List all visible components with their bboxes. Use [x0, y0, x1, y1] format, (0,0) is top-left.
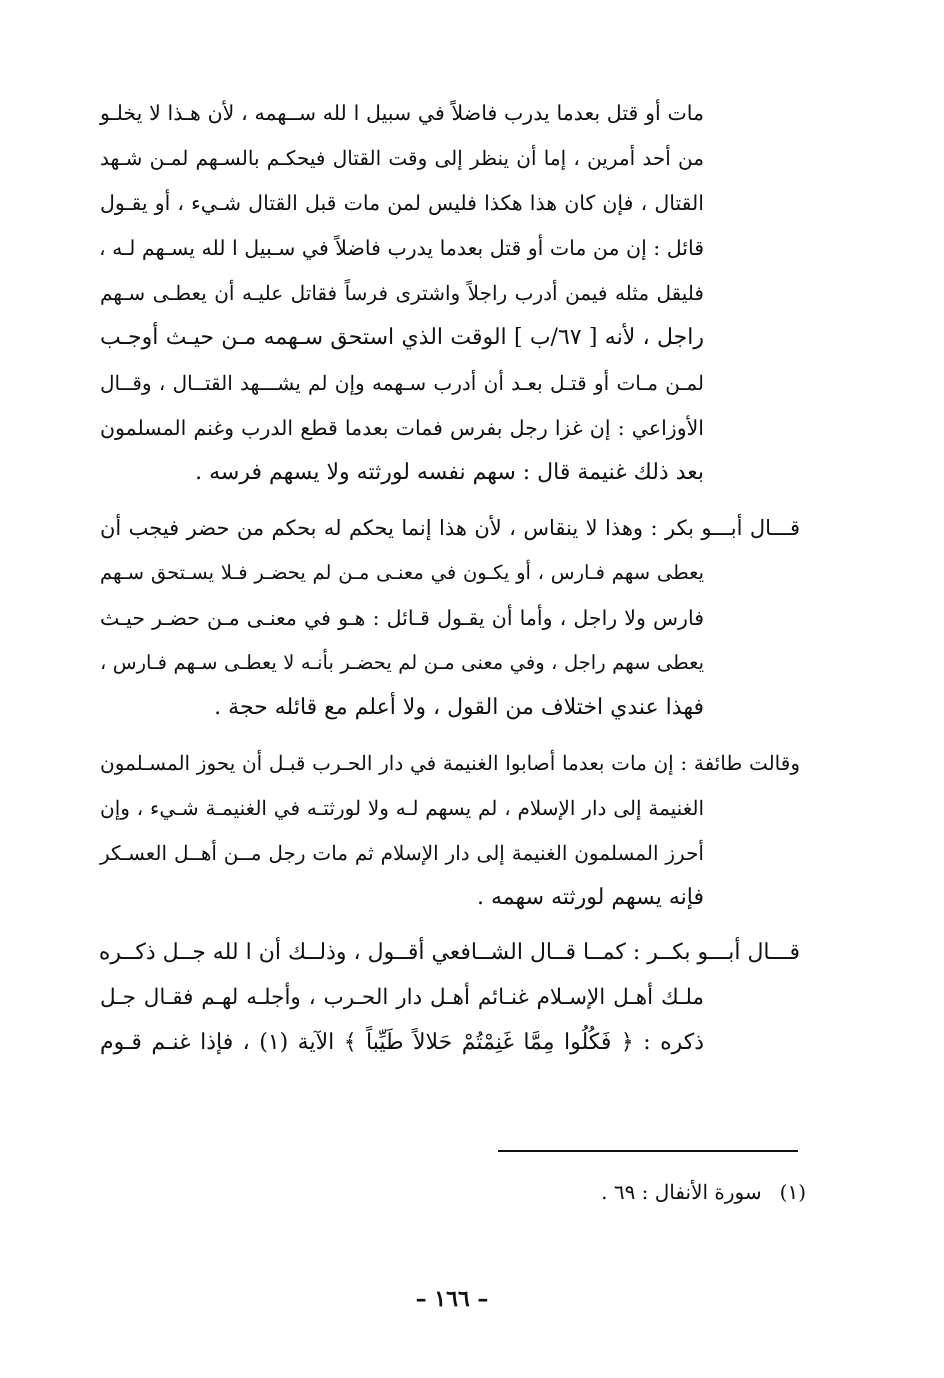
footnote	[601, 1178, 806, 1206]
text-line-19: قـــال أبـــو بكــر : كمــا قــال الشــافعي أقــول ، وذلــك أن ا لله جــل ذكــره	[98, 940, 800, 965]
text-line-16: الغنيمة إلى دار الإسلام ، لم يسهم لـه ولا لورثتـه في الغنيمـة شـيء ، وإن	[100, 796, 704, 820]
page-number: – ١٦٦ –	[415, 1286, 489, 1312]
text-line-17: أحرز المسلمون الغنيمة إلى دار الإسلام ثم مات رجل مــن أهــل العسـكر	[100, 841, 704, 865]
text-line-18: فإنه يسهم لورثته سهمه .	[477, 885, 704, 910]
text-line-20: ملـك أهـل الإسـلام غنـائم أهـل دار الحـرب ، وأجلـه لهـم فقـال جـل	[100, 985, 704, 1010]
text-line-9: بعد ذلك غنيمة قال : سهم نفسه لورثته ولا يسهم فرسه .	[195, 460, 704, 485]
text-line-11: يعطى سهم فـارس ، أو يكـون في معنـى مـن لم يحضـر فـلا يسـتحق سـهم	[100, 561, 704, 584]
footnote-text: سورة الأنفال : ٦٩ .	[601, 1180, 762, 1204]
text-line-15: وقالت طائفة : إن مات بعدما أصابوا الغنيمة في دار الحـرب قبـل أن يحوز المسـلمون	[100, 751, 800, 775]
text-line-6: راجل ، لأنه [ ٦٧/ب ] الوقت الذي استحق سـهمه مـن حيـث أوجـب	[100, 325, 704, 350]
text-line-7: لمـن مـات أو قتـل بعـد أن أدرب سـهمه وإن لم يشـــهد القتــال ، وقــال	[100, 371, 704, 395]
text-line-3: القتال ، فإن كان هذا هكذا فليس لمن مات قبل القتال شـيء ، أو يقـول	[100, 191, 704, 215]
text-line-2: من أحد أمرين ، إما أن ينظر إلى وقت القتال فيحكـم بالسـهم لمـن شـهد	[100, 146, 704, 170]
footnote-marker: (١)	[779, 1180, 806, 1204]
text-line-5: فليقل مثله فيمن أدرب راجلاً واشترى فرساً فقاتل عليـه أن يعطـى سـهم	[100, 281, 704, 305]
text-line-12: فارس ولا راجل ، وأما أن يقـول قـائل : هـو في معنـى مـن حضـر حيـث	[100, 606, 704, 630]
text-line-14: فهذا عندي اختلاف من القول ، ولا أعلم مع قائله حجة .	[214, 695, 704, 720]
footnote-separator	[498, 1150, 798, 1152]
text-line-4: قائل : إن من مات أو قتل بعدما يدرب فاضلاً في سـبيل ا لله يسـهم لـه ،	[99, 236, 704, 260]
text-line-13: يعطى سهم راجل ، وفي معنى مـن لم يحضـر بأنـه لا يعطـى سـهم فـارس ،	[100, 651, 704, 674]
text-line-21: ذكره : ﴿ فَكُلُوا مِمَّا غَنِمْتُمْ حَلالاً طَيِّباً ﴾ الآية (١) ، فإذا غنـم قـوم	[100, 1030, 704, 1055]
text-line-10: قـــال أبـــو بكر : وهذا لا ينقاس ، لأن هذا إنما يحكم له بحكم من حضر فيجب أن	[100, 516, 800, 540]
text-line-8: الأوزاعي : إن غزا رجل بفرس فمات بعدما قطع الدرب وغنم المسلمون	[100, 416, 704, 440]
text-line-1: مات أو قتل بعدما يدرب فاضلاً في سبيل ا لله ســهمه ، لأن هـذا لا يخلـو	[100, 101, 704, 125]
